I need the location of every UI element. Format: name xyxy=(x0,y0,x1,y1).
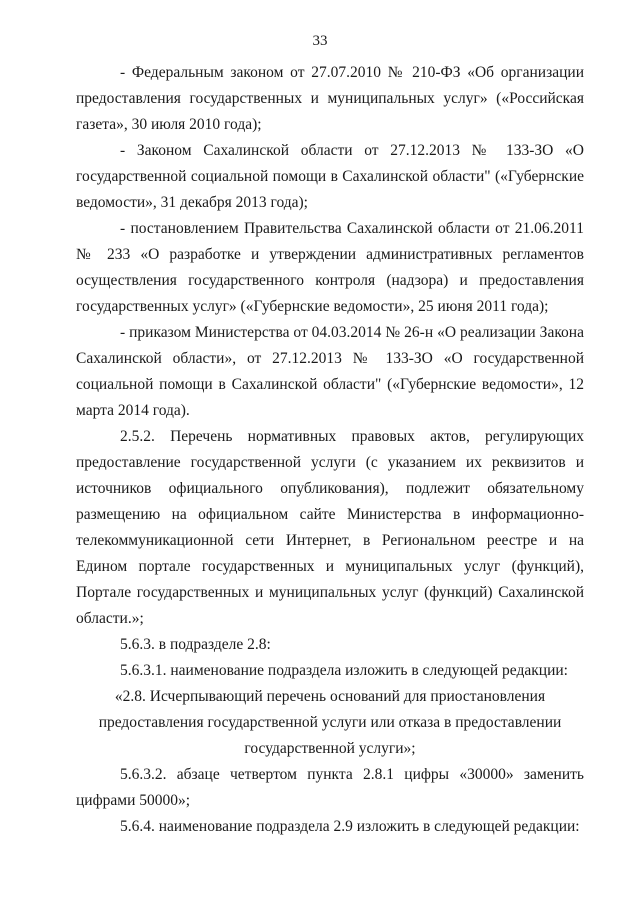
paragraph-government-resolution: - постановлением Правительства Сахалинской области от 21.06.2011 № 233 «О разработке и утверждении административных регламентов осуществления государственного контроля (надзора) и предоставления государственных услуг» («Губернские ведомости», 25 июня 2011 года); xyxy=(76,220,584,315)
paragraph-sakhalin-law: - Законом Сахалинской области от 27.12.2013 № 133-ЗО «О государственной социальной помощи в Сахалинской области" («Губернские ведомости», 31 декабря 2013 года); xyxy=(76,142,584,211)
paragraph-5-6-3: 5.6.3. в подразделе 2.8: xyxy=(120,636,271,653)
paragraph-ministry-order: - приказом Министерства от 04.03.2014 № 26-н «О реализации Закона Сахалинской области», от 27.12.2013 № 133-ЗО «О государственной социальной помощи в Сахалинской области" («Губернские ведомости», 12 марта 2014 года). xyxy=(76,324,584,419)
document-body xyxy=(76,60,584,840)
paragraph-2-5-2: 2.5.2. Перечень нормативных правовых актов, регулирующих предоставление государственной услуги (с указанием их реквизитов и источников официального опубликования), подлежит обязательному размещению на официальном сайте Министерства в информационно-телекоммуникационной сети Интернет, в Региональном реестре и на Едином портале государственных и муниципальных услуг (функций), Портале государственных и муниципальных услуг (функций) Сахалинской области.»; xyxy=(76,428,584,627)
paragraph-federal-law: - Федеральным законом от 27.07.2010 № 210-ФЗ «Об организации предоставления государственных и муниципальных услуг» («Российская газета», 30 июля 2010 года); xyxy=(76,64,584,133)
heading-2-8-line2: предоставления государственной услуги или отказа в предоставлении xyxy=(98,714,562,731)
paragraph-5-6-3-2: 5.6.3.2. абзаце четвертом пункта 2.8.1 цифры «30000» заменить цифрами 50000»; xyxy=(76,766,584,809)
page-number: 33 xyxy=(312,33,328,49)
heading-2-8-line3: государственной услуги»; xyxy=(244,740,416,757)
heading-2-8-line1: «2.8. Исчерпывающий перечень оснований для приостановления xyxy=(114,688,546,705)
paragraph-5-6-4: 5.6.4. наименование подраздела 2.9 изложить в следующей редакции: xyxy=(120,818,580,835)
paragraph-5-6-3-1: 5.6.3.1. наименование подраздела изложить в следующей редакции: xyxy=(120,662,568,679)
